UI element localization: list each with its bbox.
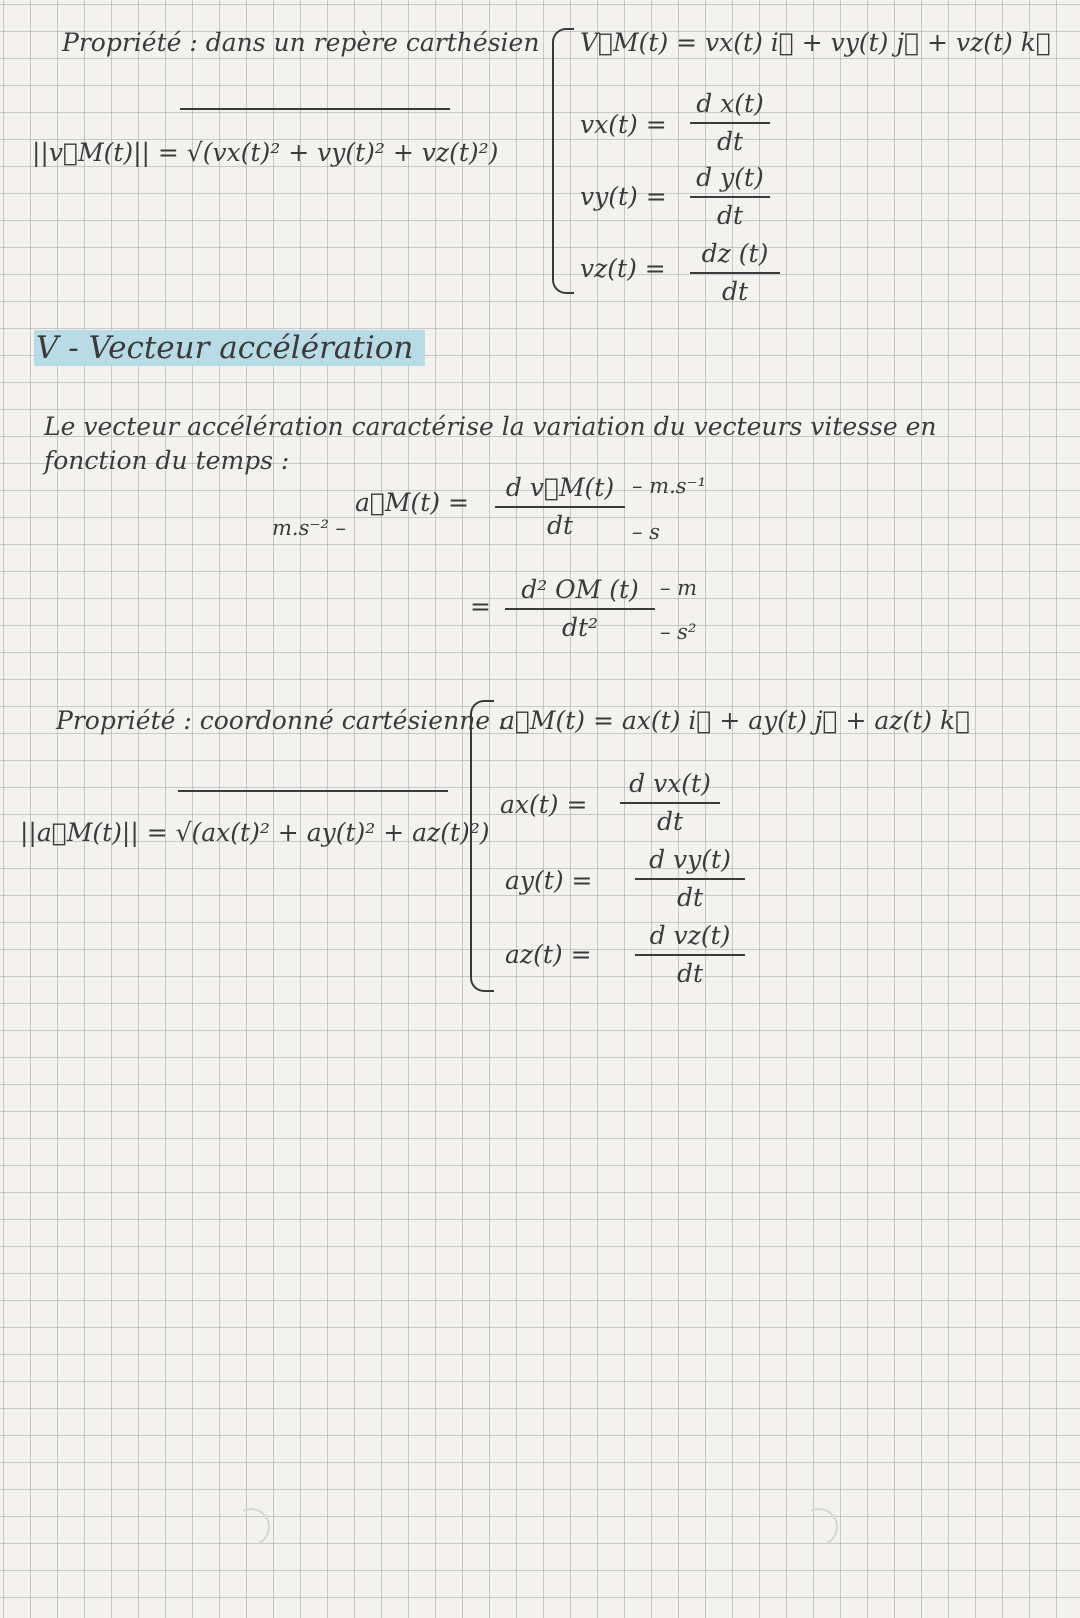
intro-line-1: Le vecteur accélération caractérise la variation du vecteurs vitesse en	[44, 412, 937, 441]
section-title	[34, 330, 425, 366]
az-fraction	[635, 920, 745, 990]
fraction-bar	[690, 272, 780, 274]
ax-denominator: dt	[656, 807, 684, 836]
az-numerator: d vz(t)	[649, 921, 731, 950]
fraction-bar	[690, 122, 770, 124]
sqrt-overline	[178, 790, 448, 792]
accel-numerator-2: d² OM (t)	[521, 575, 639, 604]
sqrt-overline	[180, 108, 450, 110]
az-denominator: dt	[676, 959, 704, 988]
vy-label: vy(t) =	[580, 182, 667, 211]
fraction-bar	[635, 878, 745, 880]
system-brace-velocity	[552, 28, 574, 294]
vy-numerator: d y(t)	[696, 163, 764, 192]
accel-numerator-1: d v⃗M(t)	[505, 473, 615, 502]
property-label-2: Propriété : coordonné cartésienne :	[56, 706, 507, 735]
punch-hole-right	[795, 1503, 844, 1552]
accel-unit-num-2: – m	[660, 576, 698, 600]
accel-unit-den-2: – s²	[660, 620, 697, 644]
vz-fraction	[690, 238, 780, 308]
ax-label: ax(t) =	[500, 790, 588, 819]
accel-denominator-2: dt²	[561, 613, 599, 642]
accel-vector-equation: a⃗M(t) = ax(t) i⃗ + ay(t) j⃗ + az(t) k⃗	[500, 706, 971, 735]
ay-denominator: dt	[676, 883, 704, 912]
accel-fraction-2	[505, 574, 655, 644]
vx-numerator: d x(t)	[696, 89, 764, 118]
accel-fraction-1	[495, 472, 625, 542]
az-label: az(t) =	[505, 940, 592, 969]
accel-eq-2: =	[470, 592, 491, 621]
accel-lhs: a⃗M(t) =	[355, 488, 469, 517]
ay-numerator: d vy(t)	[649, 845, 731, 874]
fraction-bar	[495, 506, 625, 508]
vz-label: vz(t) =	[580, 254, 666, 283]
velocity-vector-equation: V⃗M(t) = vx(t) i⃗ + vy(t) j⃗ + vz(t) k⃗	[580, 28, 1051, 57]
accel-denominator-1: dt	[546, 511, 574, 540]
fraction-bar	[635, 954, 745, 956]
accel-norm-formula: ||a⃗M(t)|| = √(ax(t)² + ay(t)² + az(t)²)	[20, 818, 490, 847]
vz-numerator: dz (t)	[701, 239, 769, 268]
accel-unit-den-1: – s	[632, 520, 660, 544]
ay-fraction	[635, 844, 745, 914]
fraction-bar	[505, 608, 655, 610]
accel-unit-num-1: – m.s⁻¹	[632, 474, 707, 498]
ay-label: ay(t) =	[505, 866, 593, 895]
vx-fraction	[690, 88, 770, 158]
intro-line-2: fonction du temps :	[44, 446, 290, 475]
vz-denominator: dt	[721, 277, 749, 306]
section-title-text: V - Vecteur accélération	[34, 330, 425, 366]
fraction-bar	[620, 802, 720, 804]
property-label-1: Propriété : dans un repère carthésien	[62, 28, 540, 57]
ax-numerator: d vx(t)	[629, 769, 711, 798]
system-brace-acceleration	[470, 700, 494, 992]
punch-hole-left	[227, 1503, 276, 1552]
fraction-bar	[690, 196, 770, 198]
vy-fraction	[690, 162, 770, 232]
velocity-norm-formula: ||v⃗M(t)|| = √(vx(t)² + vy(t)² + vz(t)²)	[32, 138, 499, 167]
accel-lhs-unit: m.s⁻² –	[272, 516, 347, 540]
vy-denominator: dt	[716, 201, 744, 230]
vx-denominator: dt	[716, 127, 744, 156]
vx-label: vx(t) =	[580, 110, 667, 139]
ax-fraction	[620, 768, 720, 838]
